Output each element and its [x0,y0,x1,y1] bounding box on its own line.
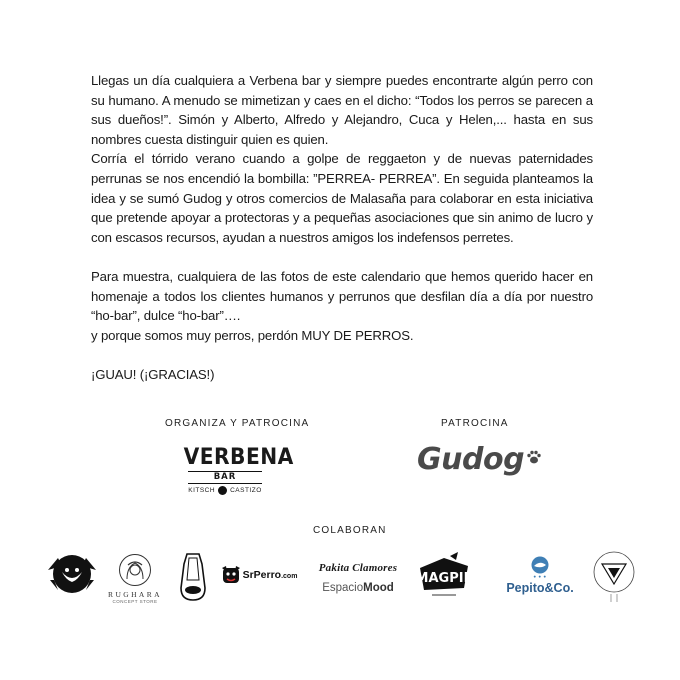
paragraph-3: y porque somos muy perros, perdón MUY DE PERROS. [91,327,414,343]
pepito-logo [498,550,582,600]
verbena-logo [180,445,294,495]
pepito-dots: ● ● ● [533,573,547,579]
triangle-emblem-icon [591,550,637,604]
paragraph-1a: Llegas un día cualquiera a Verbena bar y siempre puedes encontrarte algún perro con su humano. A menudo se mimetizan y caes en el dicho: “Todos los perros se parecen a sus dueños!”. Simón y Alberto, Alfredo y Alejandro, Cuca y Helen,... hasta en sus nombres cuesta distinguir quien es quien. [91,73,593,147]
triangle-badge-logo [590,550,638,604]
verbena-tagline [180,486,270,495]
dgp-logo [173,550,213,604]
pakita-clamores-name: Pakita Clamores [318,562,398,574]
srperro-tld: .com [281,573,298,580]
verbena-castizo: CASTIZO [230,487,262,494]
rughara-portrait-icon [118,553,152,587]
srperro-name-wrap [243,569,298,581]
mood-word: Mood [363,582,394,594]
cuervo-store-logo [44,550,100,598]
collaborators-row [0,548,680,608]
paragraph-2: Para muestra, cualquiera de las fotos de este calendario que hemos querido hacer en homenaje a todos los clientes humanos y perrunos que desfilan día a día por nuestro “ho-bar”, dulce “ho-bar”…. [91,268,593,324]
paw-icon [526,449,542,465]
magpie-logo [414,552,474,602]
rughara-logo [102,548,168,608]
srperro-name: SrPerro [242,569,282,581]
cuervo-emblem-icon [44,550,100,598]
dgp-emblem-icon [175,550,211,604]
pakita-espacio-logo [310,556,406,600]
body-text [91,71,593,385]
colaboran-label: COLABORAN [313,525,387,536]
srperro-dog-icon [221,565,241,585]
closing-line: ¡GUAU! (¡GRACIAS!) [91,366,215,382]
rughara-name: RUGHARA [108,589,162,599]
espacio-word: Espacio [322,582,364,594]
srperro-logo [216,562,302,588]
verbena-dot-icon [218,486,227,495]
rughara-subtitle: CONCEPT STORE [112,598,158,604]
espacio-mood-name [322,582,394,594]
patrocina-label: PATROCINA [441,418,509,429]
organiza-label: ORGANIZA Y PATROCINA [165,418,310,429]
magpie-name: MAGPIE [415,571,473,586]
magpie-emblem-icon [414,552,474,602]
gudog-name: Gudog [417,442,525,477]
paragraph-1b: Corría el tórrido verano cuando a golpe de reggaeton y de nuevas paternidades perrunas se nos encendió la bombilla: ”PERREA- PERREA”. En seguida planteamos la idea y se sumó Gudog y otros comercios de Malasaña para colaborar en esta iniciativa que pretende apoyar a protectoras y a pequeñas asociaciones que sin animo de lucro y con escasos recursos, ayudan a nuestros amigos los indefensos perretes. [91,151,593,245]
verbena-name: VERBENA [183,445,294,470]
verbena-kitsch: KITSCH [188,487,216,494]
verbena-bar: BAR [188,471,262,484]
pepito-name: Pepito&Co. [506,580,574,595]
gudog-logo [417,442,542,477]
pepito-bird-icon [530,556,550,574]
